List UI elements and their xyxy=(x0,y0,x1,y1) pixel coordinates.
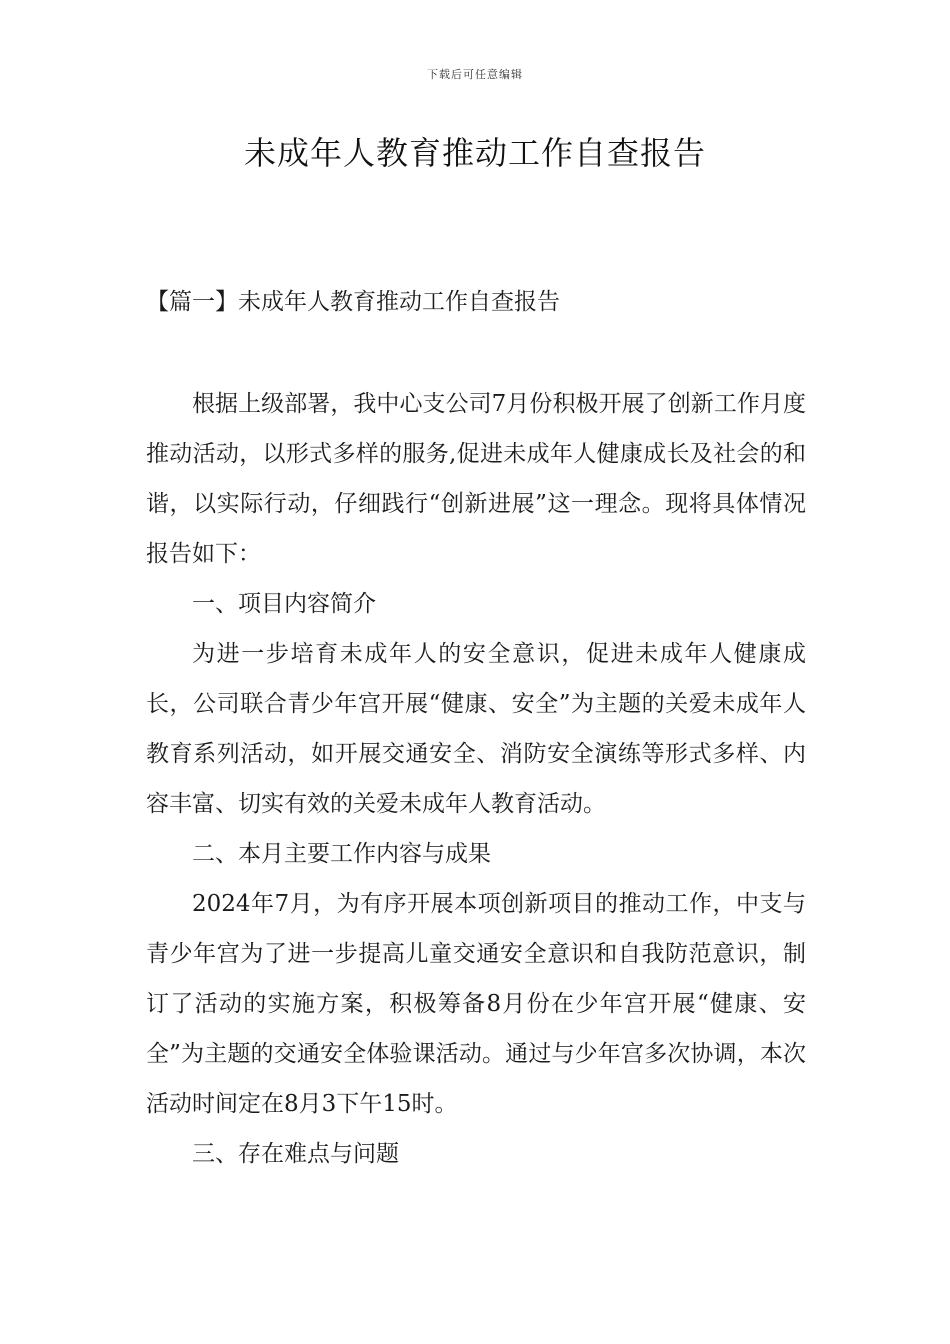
subheading-difficulties: 三、存在难点与问题 xyxy=(192,1141,399,1167)
section-heading: 【篇一】未成年人教育推动工作自查报告 xyxy=(146,289,560,315)
subheading-monthly-work: 二、本月主要工作内容与成果 xyxy=(192,841,491,867)
document-body xyxy=(146,379,806,1179)
header-note: 下载后可任意编辑 xyxy=(427,68,523,81)
paragraph-project-content: 为进一步培育未成年人的安全意识，促进未成年人健康成长，公司联合青少年宫开展“健康、安全”为主题的关爱未成年人教育系列活动，如开展交通安全、消防安全演练等形式多样、内容丰富、切实有效的关爱未成年人教育活动。 xyxy=(146,641,806,817)
paragraph-monthly-work: 2024年7月，为有序开展本项创新项目的推动工作，中支与青少年宫为了进一步提高儿童交通安全意识和自我防范意识，制订了活动的实施方案，积极筹备8月份在少年宫开展“健康、安全”为主题的交通安全体验课活动。通过与少年宫多次协调，本次活动时间定在8月3下午15时。 xyxy=(146,891,806,1117)
subheading-project-intro: 一、项目内容简介 xyxy=(192,591,376,617)
paragraph-intro: 根据上级部署，我中心支公司7月份积极开展了创新工作月度推动活动，以形式多样的服务,促进未成年人健康成长及社会的和谐，以实际行动，仔细践行“创新进展”这一理念。现将具体情况报告如下： xyxy=(146,391,806,567)
document-title: 未成年人教育推动工作自查报告 xyxy=(243,134,706,172)
